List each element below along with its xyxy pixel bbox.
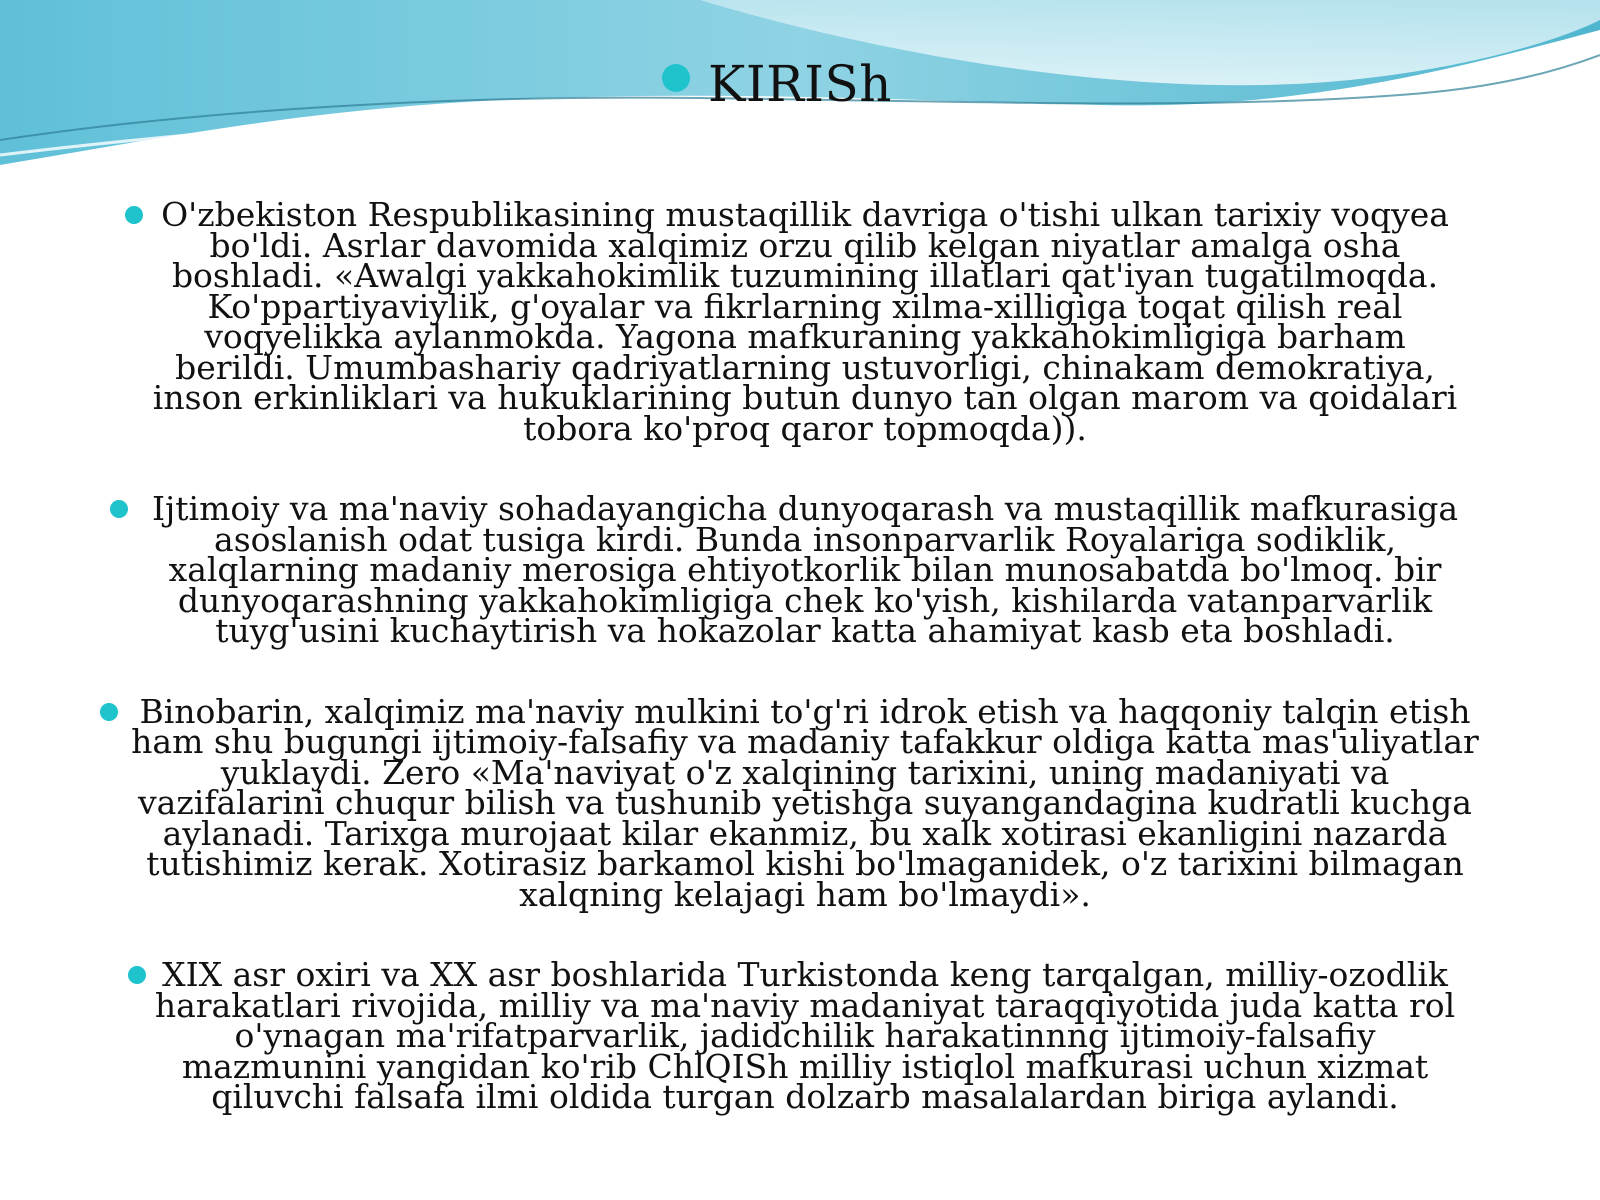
slide-title [708,54,892,114]
paragraph-3-text: Binobarin, xalqimiz ma'naviy mulkini to'g'ri idrok etish va haqqoniy talqin etish ham shu bugungi ijtimoiy-falsafiy va madaniy tafakkur oldiga katta mas'uliyatlar yuklaydi. Zero «Ma'naviyat o'z xalqining tarixini, uning madaniyati va vazifalarini chuqur bilish va tushunib yetishga suyangandagina kudratli kuchga aylanadi. Tarixga murojaat kilar ekanmiz, bu xalk xotirasi ekanligini nazarda tutishimiz kerak. Xotirasiz barkamol kishi bo'lmaganidek, o'z tarixini bilmagan xalqning kelajagi ham bo'lmaydi». [131,691,1479,914]
slide-content [100,195,1510,1163]
paragraph-4-text: XIX asr oxiri va XX asr boshlarida Turkistonda keng tarqalgan, milliy-ozodlik harakatlari rivojida, milliy va ma'naviy madaniyat taraqqiyotida juda katta rol o'ynagan ma'rifatparvarlik, jadidchilik harakatinnng ijtimoiy-falsafiy mazmunini yangidan ko'rib ChlQISh milliy istiqlol mafkurasi uchun xizmat qiluvchi falsafa ilmi oldida turgan dolzarb masalalardan biriga aylandi. [154,955,1456,1116]
bullet-icon [125,206,143,224]
paragraph-2-text: Ijtimoiy va ma'naviy sohadayangicha dunyoqarash va mustaqillik mafkurasiga asoslanish odat tusiga kirdi. Bunda insonparvarlik Royalariga sodiklik, xalqlarning madaniy merosiga ehtiyotkorlik bilan munosabatda bo'lmoq. bir dunyoqarashning yakkahokimligiga chek ko'yish, kishilarda vatanparvarlik tuyg'usini kuchaytirish va hokazolar katta ahamiyat kasb eta boshladi. [152,489,1458,650]
paragraph-2 [100,489,1510,650]
paragraph-3 [100,691,1510,914]
bullet-icon [100,703,118,721]
bullet-icon [128,966,146,984]
title-container [0,54,1600,114]
paragraph-1 [100,195,1510,448]
paragraph-4 [100,955,1510,1116]
slide-title-text: KIRISh [708,55,892,113]
bullet-icon [110,500,128,518]
paragraph-1-text: O'zbekiston Respublikasining mustaqillik davriga o'tishi ulkan tarixiy voqyea bo'ldi. Asrlar davomida xalqimiz orzu qilib kelgan niyatlar amalga osha boshladi. «Awalgi yakkahokimlik tuzumining illatlari qat'iyan tugatilmoqda. Ko'ppartiyaviylik, g'oyalar va fikrlarning xilma-xilligiga toqat qilish real voqyelikka aylanmokda. Yagona mafkuraning yakkahokimligiga barham berildi. Umumbashariy qadriyatlarning ustuvorligi, chinakam demokratiya, inson erkinliklari va hukuklarining butun dunyo tan olgan marom va qoidalari tobora ko'proq qaror topmoqda)). [152,195,1458,448]
title-bullet-icon [662,64,690,92]
